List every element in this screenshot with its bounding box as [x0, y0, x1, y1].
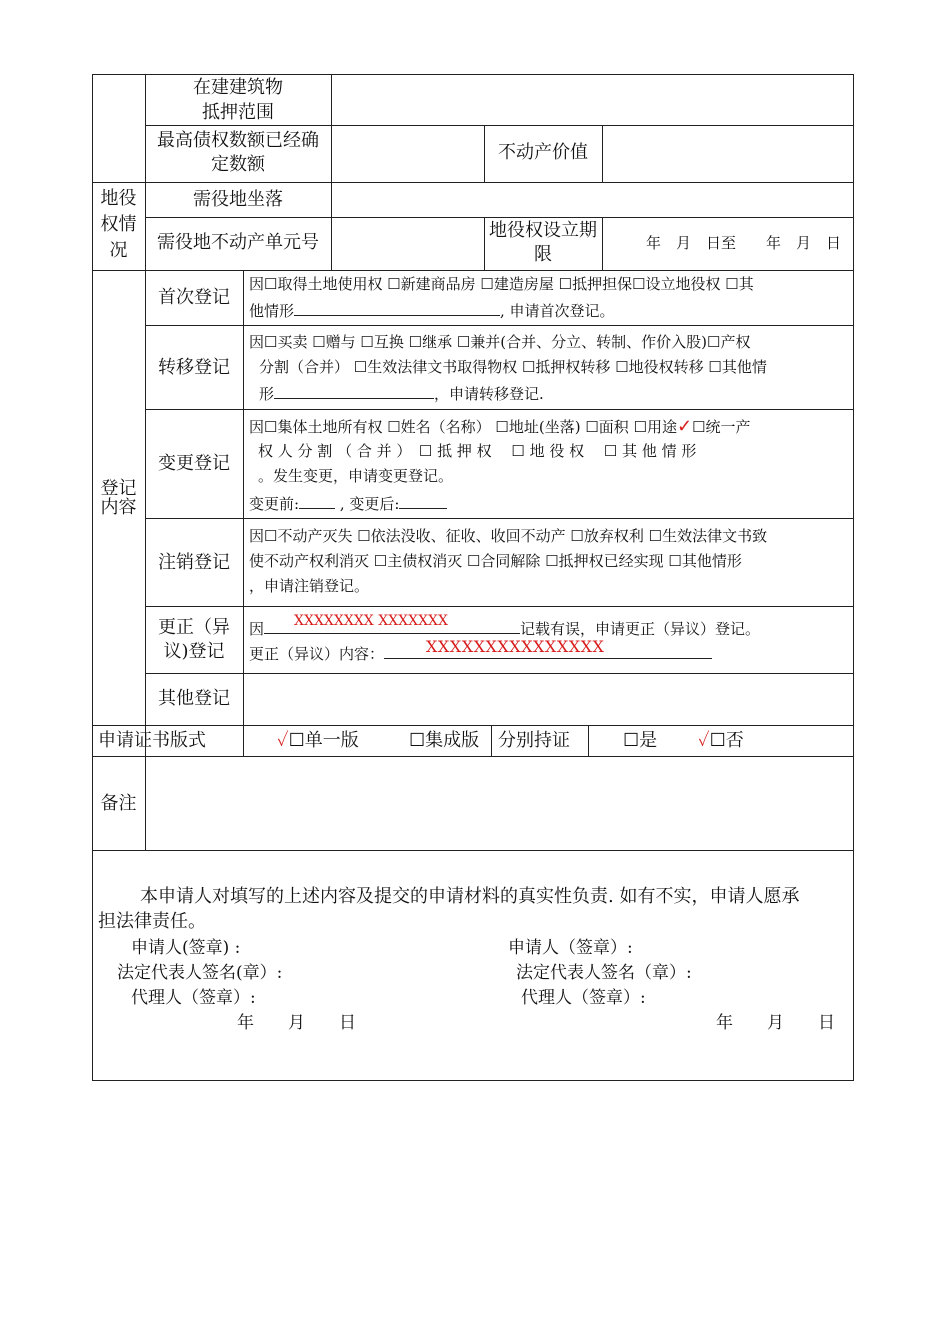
- column-divider: [491, 725, 492, 756]
- agent-signature-right: 代理人（签章）:: [521, 988, 646, 1008]
- change-registration-options: 因☐集体土地所有权 ☐姓名（名称） ☐地址(坐落) ☐面积 ☐用途✓☐统一产: [249, 416, 751, 437]
- easement-term-label: 限: [534, 244, 552, 265]
- column-divider: [243, 270, 244, 756]
- row-divider: [145, 409, 854, 410]
- separate-yes-option[interactable]: ☐是: [623, 730, 658, 751]
- building-scope-label: 抵押范围: [202, 102, 274, 123]
- cancellation-registration-options: 因☐不动产灭失 ☐依法没收、征收、收回不动产 ☐放弃权利 ☐生效法律文书致: [249, 527, 768, 545]
- easement-section-label: 地役: [100, 188, 137, 209]
- correction-content-line: 更正（异议）内容： XXXXXXXXXXXXXXX: [249, 640, 712, 667]
- correction-registration-label: 更正（异: [158, 617, 230, 638]
- separate-certificate-label: 分别持证: [498, 730, 570, 751]
- transfer-registration-other-blank[interactable]: [274, 380, 434, 399]
- change-before-blank[interactable]: [299, 490, 335, 509]
- row-divider: [92, 756, 854, 757]
- row-divider: [92, 725, 854, 726]
- correction-registration-label: 议)登记: [163, 641, 225, 662]
- max-debt-label: 最高债权数额已经确: [157, 130, 319, 151]
- transfer-registration-other: 形 ，申请转移登记.: [259, 380, 544, 407]
- servient-location-label: 需役地坐落: [193, 189, 283, 210]
- easement-section-label: 况: [109, 240, 128, 261]
- application-form-table: [92, 74, 854, 1081]
- legal-representative-right: 法定代表人签名（章）:: [516, 963, 692, 983]
- row-divider: [145, 125, 854, 126]
- column-divider: [602, 125, 603, 182]
- easement-term-label: 地役权设立期: [489, 220, 597, 241]
- correction-content-field[interactable]: XXXXXXXXXXXXXXX: [384, 640, 712, 659]
- applicant-signature-right: 申请人（签章）:: [508, 938, 633, 958]
- row-divider: [92, 850, 854, 851]
- cancellation-registration-note: ，申请注销登记。: [249, 577, 370, 595]
- row-divider: [92, 270, 854, 271]
- change-before-after: 变更前: , 变更后:: [249, 490, 447, 517]
- column-divider: [331, 74, 332, 270]
- transfer-registration-options: 分割（合并） ☐生效法律文书取得物权 ☐抵押权转移 ☐地役权转移 ☐其他情: [259, 358, 767, 376]
- registration-section-label: 内容: [100, 497, 137, 518]
- easement-term-date: 年 月 日至 年 月 日: [646, 234, 842, 252]
- declaration-text: 本申请人对填写的上述内容及提交的申请材料的真实性负责. 如有不实，申请人愿承: [140, 886, 800, 907]
- certificate-format-label: 申请证书版式: [98, 730, 206, 751]
- transfer-registration-options: 因☐买卖 ☐赠与 ☐互换 ☐继承 ☐兼并(合并、分立、转制、作价入股)☐产权: [249, 333, 751, 351]
- declaration-text: 担法律责任。: [98, 911, 206, 932]
- column-divider: [145, 756, 146, 850]
- row-divider: [145, 217, 854, 218]
- change-registration-options: 权 人 分 割 （ 合 并 ） ☐ 抵 押 权 ☐ 地 役 权 ☐ 其 他 情 形: [258, 442, 697, 460]
- registration-section-label: 登记: [100, 478, 137, 499]
- easement-section-label: 权情: [100, 214, 137, 235]
- servient-unit-number-label: 需役地不动产单元号: [157, 232, 319, 253]
- change-registration-note: 。发生变更，申请变更登记。: [258, 467, 454, 485]
- cancellation-registration-options: 使不动产权利消灭 ☐主债权消灭 ☐合同解除 ☐抵押权已经实现 ☐其他情形: [249, 552, 742, 570]
- building-scope-label: 在建建筑物: [193, 77, 283, 98]
- transfer-registration-label: 转移登记: [158, 357, 230, 378]
- check-mark-icon: ✓: [698, 730, 710, 751]
- row-divider: [145, 325, 854, 326]
- row-divider: [92, 182, 854, 183]
- first-registration-options: 因☐取得土地使用权 ☐新建商品房 ☐建造房屋 ☐抵押担保☐设立地役权 ☐其: [249, 275, 754, 293]
- applicant-signature-left: 申请人(签章) :: [131, 938, 241, 958]
- single-version-option[interactable]: ✓☐单一版: [277, 730, 359, 751]
- check-mark-icon: ✓: [677, 416, 693, 437]
- correction-reason-field[interactable]: XXXXXXXX XXXXXXX: [264, 615, 520, 634]
- integrated-version-option[interactable]: ☐集成版: [409, 730, 480, 751]
- first-registration-other-blank[interactable]: [294, 297, 500, 316]
- column-divider: [588, 725, 589, 756]
- agent-signature-left: 代理人（签章）:: [131, 988, 256, 1008]
- correction-reason-line: 因 XXXXXXXX XXXXXXX 记载有误，申请更正（异议）登记。: [249, 613, 761, 638]
- change-after-blank[interactable]: [399, 490, 447, 509]
- column-divider: [602, 217, 603, 270]
- first-registration-other: 他情形 , 申请首次登记。: [249, 297, 615, 324]
- row-divider: [145, 606, 854, 607]
- other-registration-label: 其他登记: [158, 688, 230, 709]
- cancellation-registration-label: 注销登记: [158, 552, 230, 573]
- check-mark-icon: ✓: [277, 730, 289, 751]
- legal-representative-left: 法定代表人签名(章）:: [117, 963, 283, 983]
- first-registration-label: 首次登记: [158, 287, 230, 308]
- property-value-label: 不动产价值: [498, 142, 588, 163]
- separate-no-option[interactable]: ✓☐否: [698, 730, 744, 751]
- row-divider: [145, 673, 854, 674]
- change-registration-label: 变更登记: [158, 453, 230, 474]
- signing-date-left: 年 月 日: [237, 1013, 356, 1033]
- row-divider: [145, 518, 854, 519]
- max-debt-label: 定数额: [211, 154, 265, 175]
- signing-date-right: 年 月 日: [716, 1013, 835, 1033]
- remarks-label: 备注: [100, 793, 137, 814]
